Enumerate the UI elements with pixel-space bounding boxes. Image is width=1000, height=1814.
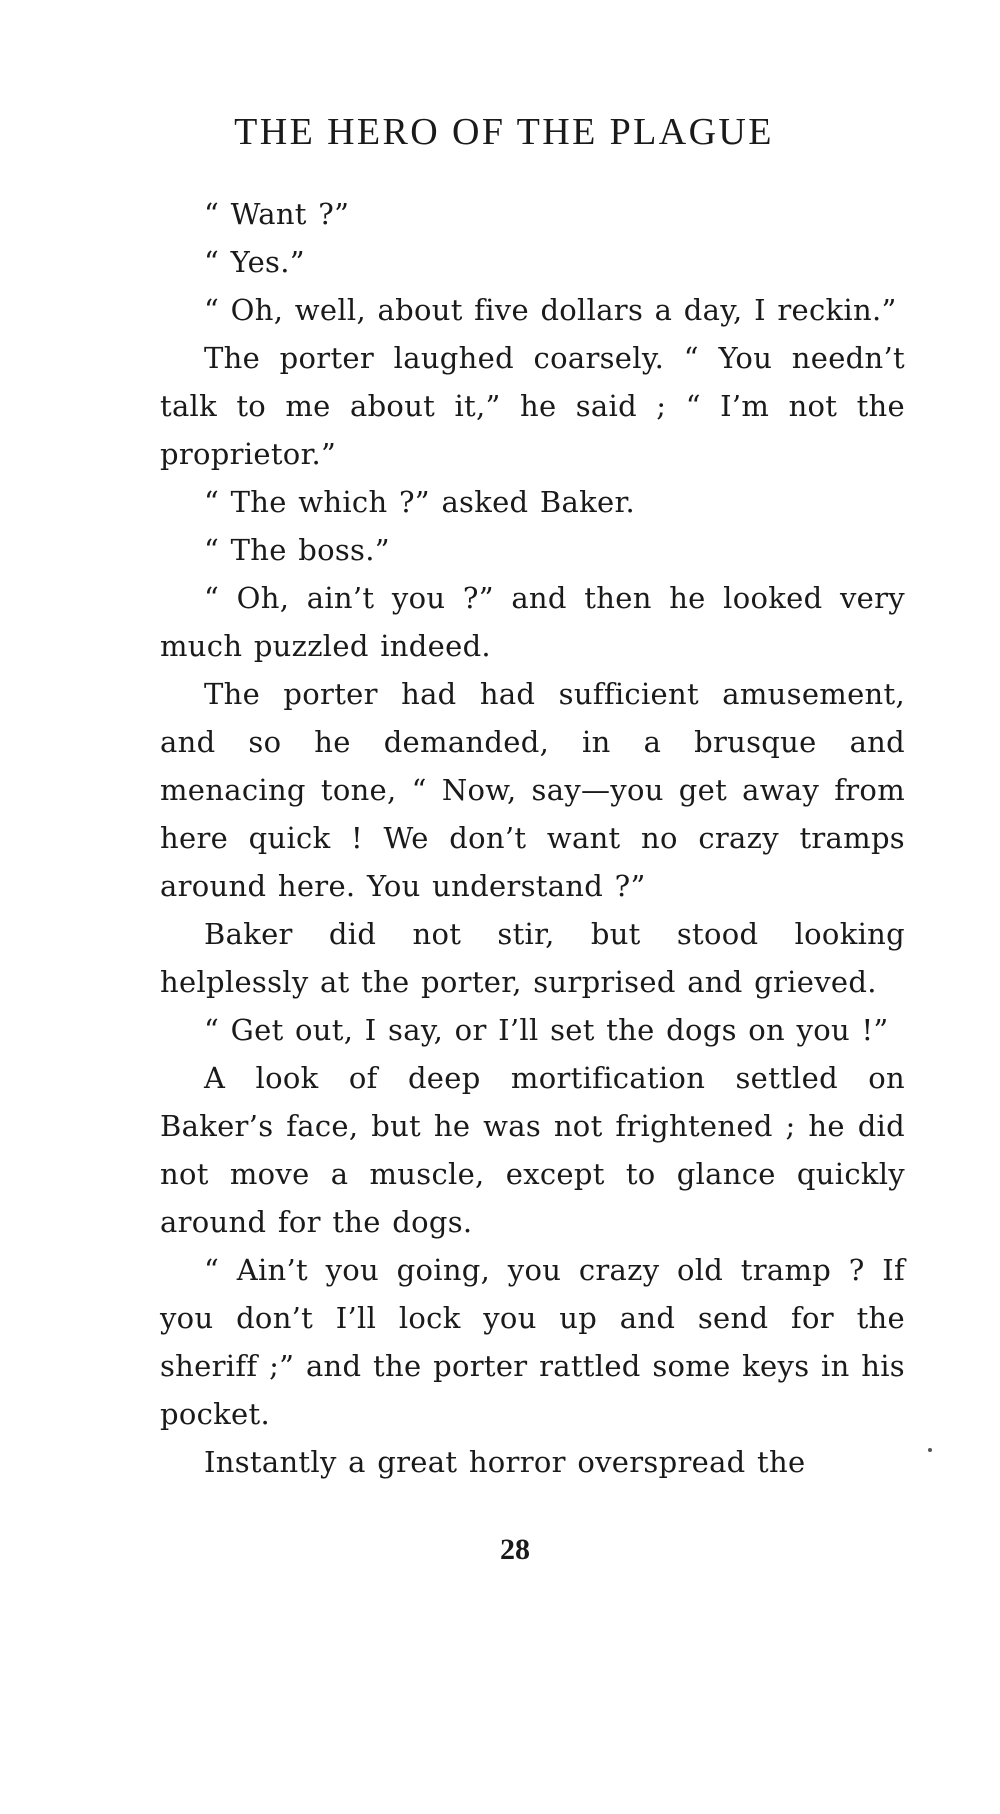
running-head: THE HERO OF THE PLAGUE [234,111,774,153]
paragraph: “ Oh, well, about five dollars a day, I reckin.” [204,293,897,327]
paragraph: “ The boss.” [204,533,390,567]
paragraph: Baker did not stir, but stood looking helplessly at the porter, surprised and grieved. [160,917,905,999]
paragraph: “ The which ?” asked Baker. [204,485,635,519]
paragraph: Instantly a great horror overspread the [204,1445,806,1479]
paragraph: “ Get out, I say, or I’ll set the dogs on you !” [204,1013,889,1047]
paragraph: “ Yes.” [204,245,305,279]
body-text [160,190,905,1486]
paragraph: The porter laughed coarsely. “ You needn’t talk to me about it,” he said ; “ I’m not the proprietor.” [160,341,905,471]
paragraph: A look of deep mortification settled on Baker’s face, but he was not frightened ; he did not move a muscle, except to glance quickly around for the dogs. [160,1061,905,1239]
paragraph: “ Ain’t you going, you crazy old tramp ? If you don’t I’ll lock you up and send for the sheriff ;” and the porter rattled some keys in his pocket. [160,1253,905,1431]
ink-speck [928,1448,932,1452]
paragraph: “ Want ?” [204,197,350,231]
paragraph: The porter had had sufficient amusement, and so he demanded, in a brusque and menacing tone, “ Now, say—you get away from here quick ! We don’t want no crazy tramps around here. You understand ?” [160,677,905,903]
page-number: 28 [500,1533,530,1566]
paragraph: “ Oh, ain’t you ?” and then he looked very much puzzled indeed. [160,581,905,663]
